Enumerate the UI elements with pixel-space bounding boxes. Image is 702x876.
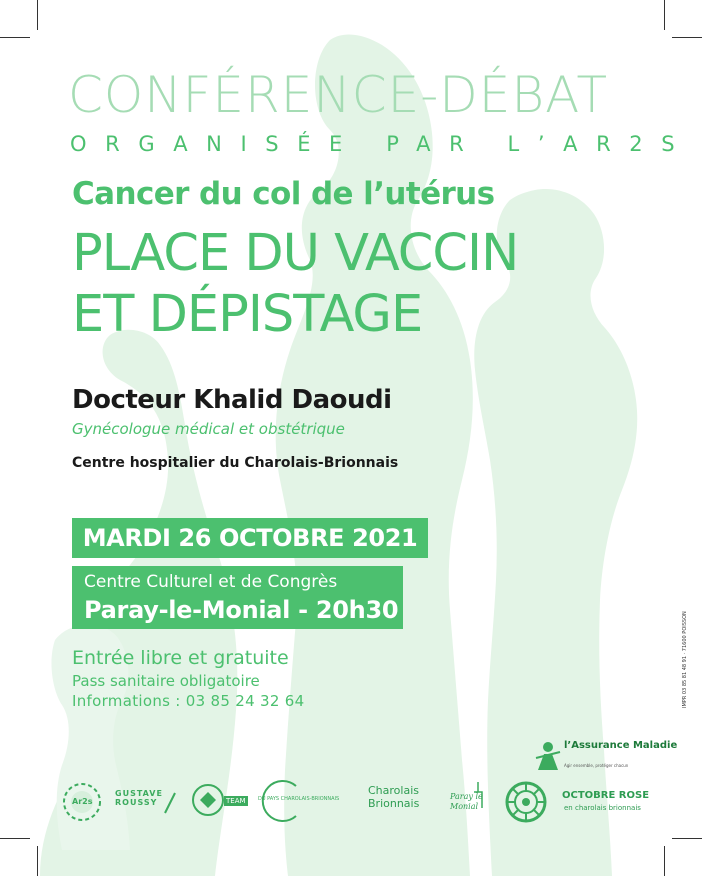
charolais-brionnais-logo: [368, 780, 440, 824]
team-label: TEAM: [226, 797, 246, 805]
topic-title-line1: PLACE DU VACCIN: [72, 224, 519, 283]
speaker-name: Docteur Khalid Daoudi: [72, 385, 392, 415]
event-venue-banner: [72, 566, 403, 629]
info-phone: Informations : 03 85 24 32 64: [72, 692, 305, 710]
assurance-maladie-icon: [534, 738, 562, 772]
pays-charolais-logo: [256, 776, 366, 826]
rotary-logo: [504, 780, 548, 824]
team-logo: [190, 780, 246, 820]
charolais-brionnais-label: Charolais Brionnais: [368, 784, 420, 810]
rotary-wheel-icon: [504, 780, 548, 824]
gustave-roussy-logo: [115, 785, 177, 821]
ar2s-logo: [60, 780, 104, 824]
topic-title-line2: ET DÉPISTAGE: [72, 285, 423, 344]
printer-credit: IMPR 03 85 81 48 91 · 71600 POISSON: [682, 611, 688, 708]
event-date: MARDI 26 OCTOBRE 2021: [82, 524, 418, 552]
octobre-rose-title: OCTOBRE ROSE: [562, 790, 650, 801]
gustave-roussy-mark-icon: [163, 791, 177, 815]
paray-le-monial-logo: [448, 778, 500, 824]
event-city-time: Paray-le-Monial - 20h30: [84, 596, 399, 624]
event-date-banner: [72, 518, 428, 558]
assurance-maladie-tagline: Agir ensemble, protéger chacun: [564, 763, 629, 768]
octobre-rose-subtitle: en charolais brionnais: [564, 804, 641, 812]
octobre-rose-logo: [560, 790, 660, 820]
pays-charolais-label: DU PAYS CHAROLAIS-BRIONNAIS: [258, 796, 340, 802]
header-subtitle: ORGANISÉE PAR L’AR2S: [70, 132, 694, 156]
gustave-roussy-label: GUSTAVE ROUSSY: [115, 789, 163, 807]
speaker-hospital: Centre hospitalier du Charolais-Brionnais: [72, 455, 399, 471]
topic-subtitle: Cancer du col de l’utérus: [72, 176, 495, 212]
ar2s-label: Ar2s: [72, 797, 93, 806]
assurance-maladie-name: l’Assurance Maladie: [564, 740, 678, 751]
header-title: CONFÉRENCE-DÉBAT: [68, 66, 608, 124]
pass-note: Pass sanitaire obligatoire: [72, 672, 260, 690]
paray-le-monial-label: Paray le Monial: [450, 792, 483, 811]
assurance-maladie-logo: [534, 738, 678, 774]
speaker-specialty: Gynécologue médical et obstétrique: [72, 420, 345, 438]
entry-note: Entrée libre et gratuite: [72, 647, 289, 669]
team-badge-icon: [190, 780, 226, 820]
event-venue: Centre Culturel et de Congrès: [84, 572, 338, 592]
